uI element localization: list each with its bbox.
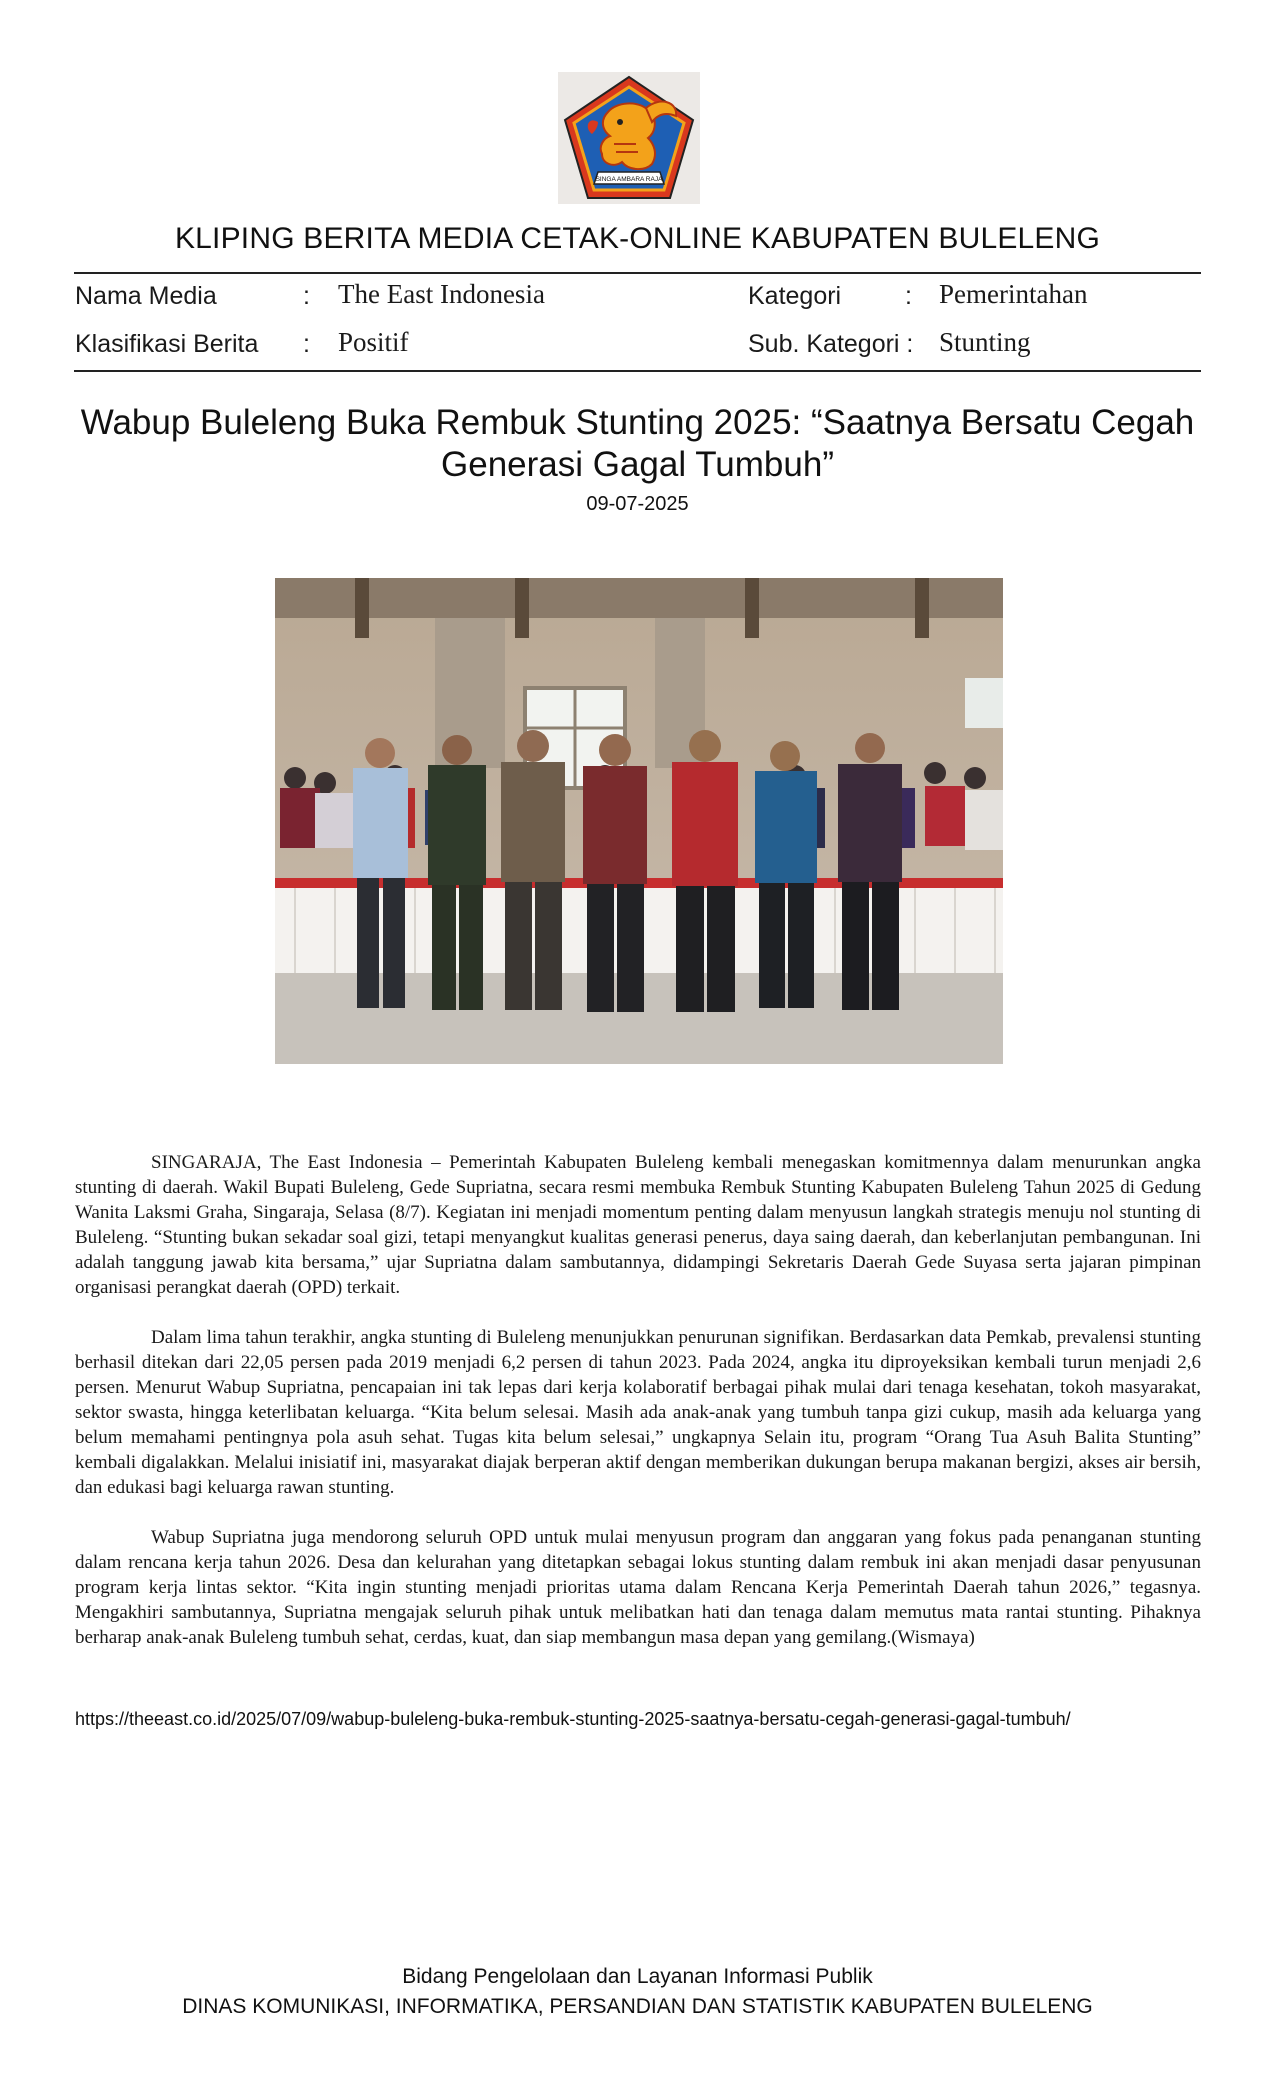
kategori-label: Kategori bbox=[748, 282, 842, 310]
emblem-motto: SINGA AMBARA RAJA bbox=[595, 176, 663, 183]
clipping-header-title: KLIPING BERITA MEDIA CETAK-ONLINE KABUPATEN BULELENG bbox=[174, 222, 1101, 255]
klasifikasi-colon: : bbox=[303, 330, 310, 358]
article-title-line-2: Generasi Gagal Tumbuh” bbox=[441, 445, 834, 484]
article-title-line-1: Wabup Buleleng Buka Rembuk Stunting 2025: “Saatnya Bersatu Cegah bbox=[80, 403, 1195, 442]
article-body bbox=[75, 1150, 1201, 1675]
footer-office: DINAS KOMUNIKASI, INFORMATIKA, PERSANDIAN DAN STATISTIK KABUPATEN BULELENG bbox=[182, 1995, 1093, 2018]
header-rule-bottom bbox=[74, 370, 1201, 372]
source-link[interactable]: https://theeast.co.id/2025/07/09/wabup-buleleng-buka-rembuk-stunting-2025-saatnya-bersatu-cegah-generasi-gagal-tumbuh/ bbox=[75, 1709, 1071, 1729]
klasifikasi-value: Positif bbox=[338, 327, 409, 357]
article-paragraph-1: SINGARAJA, The East Indonesia – Pemerintah Kabupaten Buleleng kembali menegaskan komitmennya dalam menurunkan angka stunting di daerah. Wakil Bupati Buleleng, Gede Supriatna, secara resmi membuka Rembuk Stunting Kabupaten Buleleng Tahun 2025 di Gedung Wanita Laksmi Graha, Singaraja, Selasa (8/7). Kegiatan ini menjadi momentum penting dalam menyusun langkah strategis menuju nol stunting di Buleleng. “Stunting bukan sekadar soal gizi, tetapi menyangkut kualitas generasi penerus, daya saing daerah, dan keberlanjutan pembangunan. Ini adalah tanggung jawab kita bersama,” ujar Supriatna dalam sambutannya, didampingi Sekretaris Daerah Gede Suyasa serta jajaran pimpinan organisasi perangkat daerah (OPD) terkait. bbox=[75, 1152, 1201, 1298]
media-label: Nama Media bbox=[75, 282, 217, 310]
kategori-colon: : bbox=[905, 282, 912, 310]
media-colon: : bbox=[303, 282, 310, 310]
kategori-value: Pemerintahan bbox=[939, 279, 1088, 309]
article-date: 09-07-2025 bbox=[586, 493, 689, 515]
buleleng-regency-emblem-icon bbox=[558, 72, 700, 204]
article-paragraph-2: Dalam lima tahun terakhir, angka stunting di Buleleng menunjukkan penurunan signifikan. Berdasarkan data Pemkab, prevalensi stunting berhasil ditekan dari 22,05 persen pada 2019 menjadi 6,2 persen di tahun 2023. Pada 2024, angka itu diproyeksikan kembali turun menjadi 2,6 persen. Menurut Wabup Supriatna, pencapaian ini tak lepas dari kerja kolaboratif berbagai pihak mulai dari tenaga kesehatan, tokoh masyarakat, sektor swasta, hingga keterlibatan keluarga. “Kita belum selesai. Masih ada anak-anak yang tumbuh tanpa gizi cukup, masih ada keluarga yang belum memahami pentingnya pola asuh sehat. Tugas kita belum selesai,” ungkapnya Selain itu, program “Orang Tua Asuh Balita Stunting” kembali digalakkan. Melalui inisiatif ini, masyarakat diajak berperan aktif dengan memberikan dukungan berupa makanan bergizi, akses air bersih, dan edukasi bagi keluarga rawan stunting. bbox=[75, 1327, 1201, 1498]
subkategori-label: Sub. Kategori : bbox=[748, 330, 914, 358]
subkategori-value: Stunting bbox=[939, 327, 1031, 357]
article-title bbox=[60, 402, 1215, 486]
footer-division: Bidang Pengelolaan dan Layanan Informasi Publik bbox=[402, 1965, 873, 1988]
klasifikasi-label: Klasifikasi Berita bbox=[75, 330, 259, 358]
header-rule-top bbox=[74, 272, 1201, 274]
article-paragraph-3: Wabup Supriatna juga mendorong seluruh OPD untuk mulai menyusun program dan anggaran yang fokus pada penanganan stunting dalam rencana kerja tahun 2026. Desa dan kelurahan yang ditetapkan sebagai lokus stunting dalam rembuk ini akan menjadi dasar penyusunan program kerja lintas sektor. “Kita ingin stunting menjadi prioritas utama dalam Rencana Kerja Pemerintah Daerah tahun 2026,” tegasnya. Mengakhiri sambutannya, Supriatna mengajak seluruh pihak untuk melibatkan hati dan tenaga dalam memutus mata rantai stunting. Pihaknya berharap anak-anak Buleleng tumbuh sehat, cerdas, kuat, dan siap membangun masa depan yang gemilang.(Wismaya) bbox=[75, 1527, 1201, 1648]
media-value: The East Indonesia bbox=[338, 279, 545, 309]
group-photo bbox=[275, 578, 1003, 1064]
